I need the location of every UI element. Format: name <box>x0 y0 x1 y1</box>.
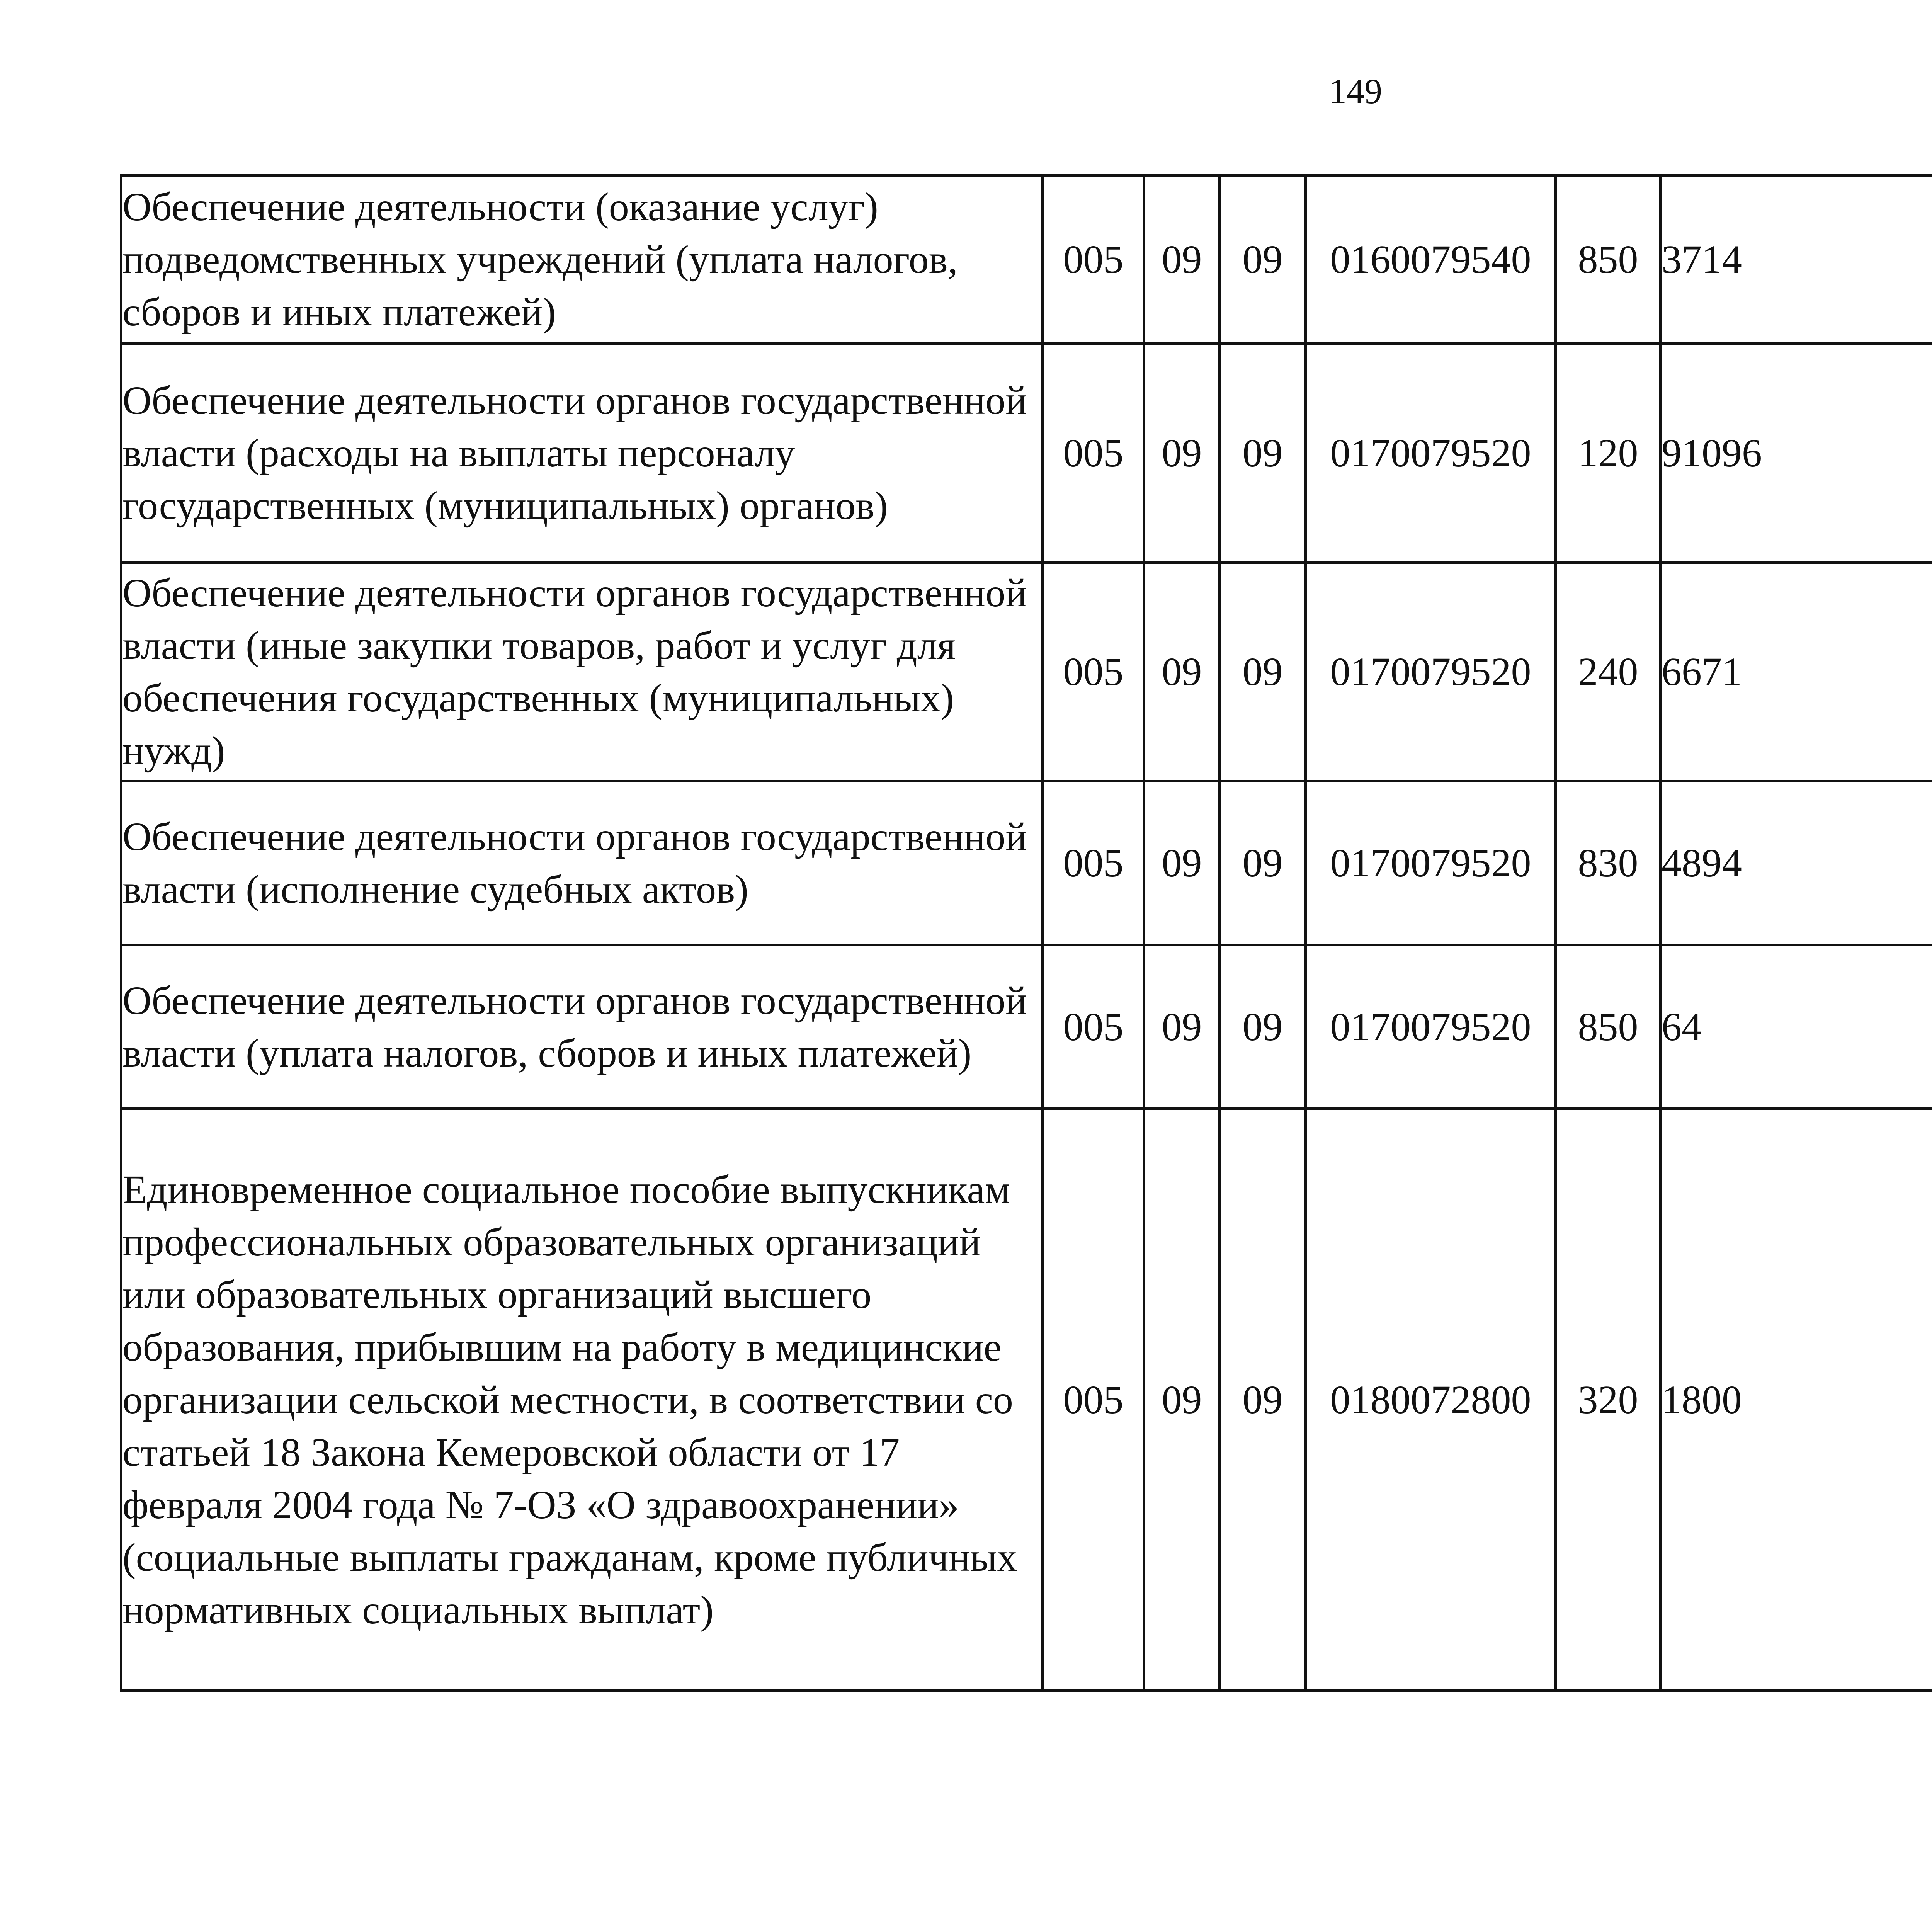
ministry-code: 005 <box>1043 563 1144 781</box>
section-code: 09 <box>1144 781 1220 945</box>
ministry-code: 005 <box>1043 175 1144 344</box>
ministry-code: 005 <box>1043 344 1144 563</box>
subsection-code: 09 <box>1220 1109 1306 1691</box>
amount-year-1: 64 <box>1660 945 1932 1109</box>
amount-year-1: 1800 <box>1660 1109 1932 1691</box>
expense-type-code: 830 <box>1556 781 1660 945</box>
subsection-code: 09 <box>1220 945 1306 1109</box>
target-article-code: 0170079520 <box>1306 781 1556 945</box>
row-description: Обеспечение деятельности органов государственной власти (уплата налогов, сборов и иных платежей) <box>121 945 1043 1109</box>
section-code: 09 <box>1144 1109 1220 1691</box>
subsection-code: 09 <box>1220 781 1306 945</box>
subsection-code: 09 <box>1220 175 1306 344</box>
expense-type-code: 240 <box>1556 563 1660 781</box>
target-article-code: 0170079520 <box>1306 563 1556 781</box>
ministry-code: 005 <box>1043 781 1144 945</box>
expense-type-code: 850 <box>1556 175 1660 344</box>
section-code: 09 <box>1144 175 1220 344</box>
ministry-code: 005 <box>1043 945 1144 1109</box>
amount-year-1: 3714 <box>1660 175 1932 344</box>
target-article-code: 0180072800 <box>1306 1109 1556 1691</box>
page-number: 149 <box>1329 71 1382 111</box>
table-row <box>121 344 1932 563</box>
ministry-code: 005 <box>1043 1109 1144 1691</box>
section-code: 09 <box>1144 945 1220 1109</box>
amount-year-1: 91096 <box>1660 344 1932 563</box>
row-description: Обеспечение деятельности органов государственной власти (иные закупки товаров, работ и услуг для обеспечения государственных (муниципальных) нужд) <box>121 563 1043 781</box>
target-article-code: 0170079520 <box>1306 945 1556 1109</box>
table-row <box>121 781 1932 945</box>
section-code: 09 <box>1144 344 1220 563</box>
table-row <box>121 175 1932 344</box>
row-description: Обеспечение деятельности органов государственной власти (расходы на выплаты персоналу государственных (муниципальных) органов) <box>121 344 1043 563</box>
amount-year-1: 6671 <box>1660 563 1932 781</box>
table-row <box>121 563 1932 781</box>
target-article-code: 0160079540 <box>1306 175 1556 344</box>
row-description: Обеспечение деятельности органов государственной власти (исполнение судебных актов) <box>121 781 1043 945</box>
subsection-code: 09 <box>1220 563 1306 781</box>
row-description: Обеспечение деятельности (оказание услуг) подведомственных учреждений (уплата налогов, сборов и иных платежей) <box>121 175 1043 344</box>
subsection-code: 09 <box>1220 344 1306 563</box>
table-row <box>121 1109 1932 1691</box>
expense-type-code: 120 <box>1556 344 1660 563</box>
section-code: 09 <box>1144 563 1220 781</box>
amount-year-1: 4894 <box>1660 781 1932 945</box>
table-row <box>121 945 1932 1109</box>
expense-type-code: 850 <box>1556 945 1660 1109</box>
budget-table <box>120 174 1932 1692</box>
row-description: Единовременное социальное пособие выпускникам профессиональных образовательных организаций или образовательных организаций высшего образования, прибывшим на работу в медицинские организации сельской местности, в соответствии со статьей 18 Закона Кемеровской области от 17 февраля 2004 года № 7-ОЗ «О здравоохранении» (социальные выплаты гражданам, кроме публичных нормативных социальных выплат) <box>121 1109 1043 1691</box>
target-article-code: 0170079520 <box>1306 344 1556 563</box>
expense-type-code: 320 <box>1556 1109 1660 1691</box>
